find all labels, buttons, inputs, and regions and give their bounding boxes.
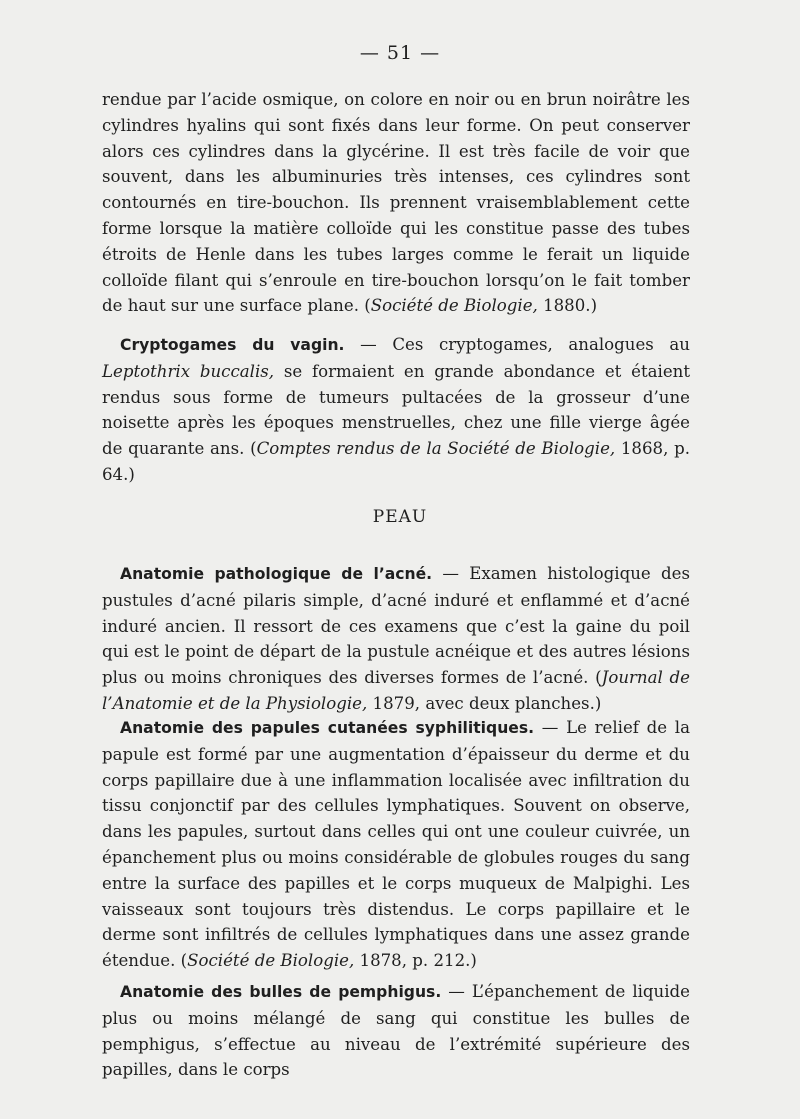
citation: Comptes rendus de la Société de Biologie, [256,439,616,459]
species-name: Leptothrix buccalis, [102,361,275,381]
run-in-heading: Anatomie pathologique de l’acné. [120,565,433,583]
citation-tail: 1879, avec deux planches.) [367,693,602,713]
citation: Journal de l’Anatomie et de la Physiologie, [102,668,690,713]
paragraph-text: — Ces cryptogames, analogues au [344,335,690,354]
citation-tail: 1880.) [537,296,598,316]
paragraph-text: — Le relief de la papule est formé par une augmentation d’épaisseur du derme et du corps papillaire due à une inflammation localisée avec infiltration du tissu conjonctif par des cellules lymphatiques. Souvent on observe, dans les papules, surtout dans celles qui ont une couleur cuivrée, un épanchement plus ou moins considérable de globules rouges du sang entre la surface des papilles et le corps muqueux de Malpighi. Les vaisseaux sont toujours très distendus. Le corps papillaire et le derme sont infiltrés de cellules lymphatiques dans une assez grande étendue. ( [102,718,690,971]
section-heading: PEAU [372,507,428,527]
citation-tail: 1868, p. 64.) [102,439,690,484]
paragraph-text: se formaient en grande abondance et étaient rendus sous forme de tumeurs pultacées de la grosseur d’une noisette après les époques menstruelles, chez une fille vierge âgée de quarante ans. ( [102,361,690,459]
paragraph-text: rendue par l’acide osmique, on colore en noir ou en brun noirâtre les cylindres hyalins qui sont fixés dans leur forme. On peut conserver alors ces cylindres dans la glycérine. Il est très facile de voir que souvent, dans les albuminuries très intenses, ces cylindres sont contournés en tire-bouchon. Ils prennent vraisemblablement cette forme lorsque la matière colloïde qui les constitue passe des tubes étroits de Henle dans les tubes larges comme le ferait un liquide colloïde filant qui s’enroule en tire-bouchon lorsqu’on le fait tomber de haut sur une surface plane. ( [102,90,690,316]
run-in-heading: Anatomie des papules cutanées syphilitiques. [120,719,535,737]
paragraph-text: — L’épanchement de liquide plus ou moins mélangé de sang qui constitue les bulles de pemphigus, s’effectue au niveau de l’extrémité supérieure des papilles, dans le corps [102,982,690,1080]
citation: Société de Biologie, [187,951,355,971]
paragraph-cylindres [102,87,690,319]
paragraph-acne [102,561,690,717]
run-in-heading: Cryptogames du vagin. [120,336,345,354]
citation: Société de Biologie, [370,296,538,316]
paragraph-text: — Examen histologique des pustules d’acné pilaris simple, d’acné induré et enflammé et d’acné induré ancien. Il ressort de ces examens que c’est la gaine du poil qui est le point de départ de la pustule acnéique et des autres lésions plus ou moins chroniques des diverses formes de l’acné. ( [102,564,690,688]
paragraph-pemphigus [102,979,690,1083]
run-in-heading: Anatomie des bulles de pemphigus. [120,983,442,1001]
paragraph-papules [102,715,690,974]
citation-tail: 1878, p. 212.) [354,951,477,971]
paragraph-cryptogames [102,332,690,488]
page-number: — 51 — [359,42,441,64]
